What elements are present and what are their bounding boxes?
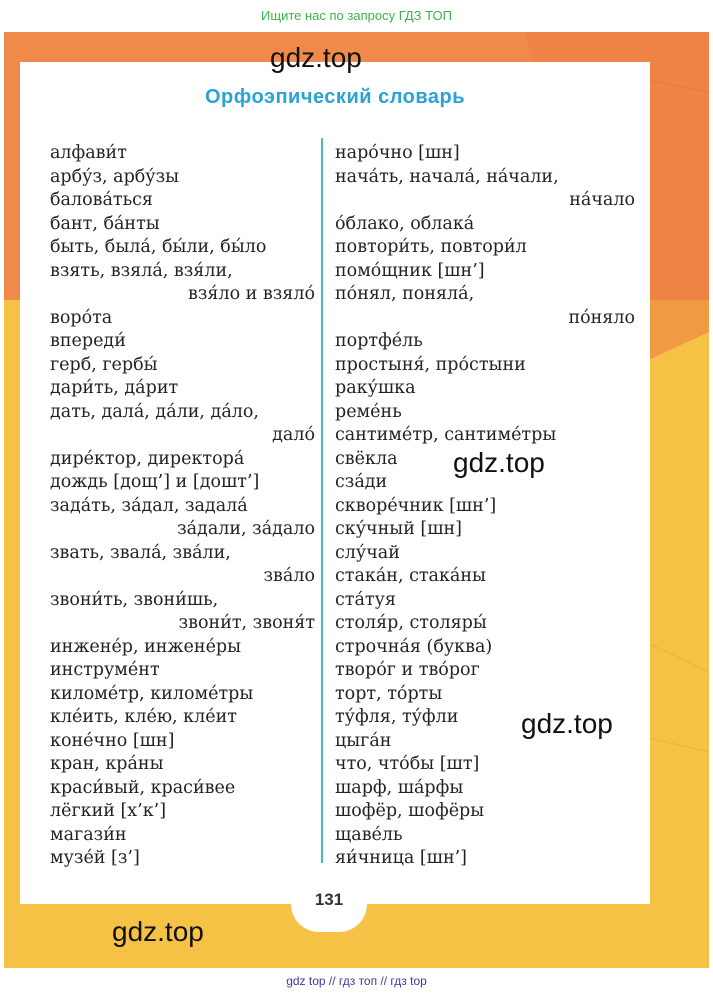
dictionary-entry: слу́чай (335, 542, 400, 563)
watermark: gdz.top (521, 708, 613, 739)
dictionary-entry: цыга́н (335, 730, 392, 751)
dictionary-entry: зада́ть, за́дал, задала́ (50, 495, 248, 516)
dictionary-entry: творо́г и тво́рог (335, 660, 480, 680)
dictionary-entry: звони́ть, звони́шь, (50, 589, 219, 610)
dictionary-entry: яи́чница [шн’] (335, 848, 468, 868)
dictionary-entry: по́нял, поняла́, (335, 284, 475, 304)
dictionary-entry: ту́фля, ту́фли (335, 707, 459, 727)
dictionary-entry: дире́ктор, директора́ (50, 448, 245, 469)
dictionary-entry: помо́щник [шн’] (335, 260, 485, 281)
dictionary-entry: алфави́т (50, 143, 127, 163)
dictionary-entry: повтори́ть, повтори́л (335, 237, 527, 257)
dictionary-entry: инструме́нт (50, 660, 160, 680)
dictionary-entry: дари́ть, да́рит (50, 378, 179, 398)
dictionary-entry: дать, дала́, да́ли, да́ло, (50, 401, 259, 422)
dictionary-entry: дождь [дощ’] и [дошт’] (50, 472, 260, 492)
dictionary-page (20, 62, 650, 904)
dictionary-entry: по́няло (568, 307, 635, 328)
dictionary-entry: нача́ть, начала́, на́чали, (335, 166, 559, 187)
bottom-banner[interactable]: gdz top // гдз топ // гдз top (286, 974, 427, 988)
dictionary-entry: кран, кра́ны (50, 754, 164, 774)
dictionary-entry: магази́н (50, 824, 127, 845)
right-column (335, 142, 635, 871)
dictionary-entry: лёгкий [х’к’] (50, 801, 167, 821)
dictionary-entry: герб, гербы́ (50, 354, 158, 375)
dictionary-entry: строчна́я (буква) (335, 636, 493, 657)
dictionary-entry: ску́чный [шн] (335, 519, 463, 539)
dictionary-entry: балова́ться (50, 190, 153, 210)
dictionary-entry: свёкла (335, 448, 398, 469)
dictionary-entry: взя́ло и взяло́ (188, 284, 315, 304)
watermark: gdz.top (453, 447, 545, 478)
dictionary-entry: музе́й [з’] (50, 848, 140, 868)
dictionary-entry: о́блако, облака́ (335, 213, 475, 234)
dictionary-entry: инжене́р, инжене́ры (50, 636, 242, 657)
dictionary-entry: сантиме́тр, сантиме́тры (335, 425, 557, 445)
dictionary-entry: звать, звала́, зва́ли, (50, 542, 231, 563)
left-column (50, 142, 315, 871)
dictionary-entry: портфе́ль (335, 331, 423, 351)
column-divider (321, 138, 323, 863)
dictionary-entry: воро́та (50, 307, 113, 328)
dictionary-entry: стака́н, стака́ны (335, 566, 486, 586)
dictionary-entry: наро́чно [шн] (335, 143, 460, 163)
dictionary-entry: краси́вый, краси́вее (50, 777, 236, 798)
dictionary-entry: дало́ (272, 425, 315, 445)
dictionary-entry: простыня́, про́стыни (335, 354, 526, 375)
dictionary-entry: скворе́чник [шн’] (335, 495, 497, 516)
dictionary-entry: взять, взяла́, взя́ли, (50, 260, 233, 281)
dictionary-entry: щаве́ль (335, 824, 403, 845)
watermark: gdz.top (112, 916, 204, 947)
dictionary-entry: торт, то́рты (335, 683, 443, 704)
dictionary-entry: шофёр, шофёры (335, 801, 485, 821)
dictionary-entry: ста́туя (335, 589, 396, 610)
dictionary-entry: реме́нь (335, 401, 402, 422)
dictionary-entry: арбу́з, арбу́зы (50, 166, 180, 187)
dictionary-entry: что, что́бы [шт] (335, 754, 480, 774)
dictionary-entry: киломе́тр, киломе́тры (50, 683, 254, 704)
dictionary-entry: на́чало (569, 190, 635, 210)
dictionary-entry: бант, ба́нты (50, 213, 160, 234)
dictionary-entry: кле́ить, кле́ю, кле́ит (50, 707, 237, 727)
dictionary-entry: впереди́ (50, 331, 126, 351)
dictionary-entry: раку́шка (335, 378, 416, 398)
dictionary-entry: за́дали, за́дало (177, 519, 315, 539)
dictionary-entry: шарф, ша́рфы (335, 777, 464, 798)
page-title: Орфоэпический словарь (204, 86, 466, 108)
dictionary-entry: сза́ди (335, 472, 388, 492)
top-banner[interactable]: Ищите нас по запросу ГДЗ ТОП (261, 8, 452, 23)
page-number: 131 (314, 890, 344, 909)
dictionary-entry: звони́т, звоня́т (178, 613, 315, 633)
dictionary-entry: быть, была́, бы́ли, бы́ло (50, 237, 267, 257)
dictionary-entry: зва́ло (263, 566, 315, 586)
dictionary-entry: столя́р, столяры́ (335, 613, 487, 633)
dictionary-entry: коне́чно [шн] (50, 730, 175, 751)
watermark: gdz.top (270, 42, 362, 73)
